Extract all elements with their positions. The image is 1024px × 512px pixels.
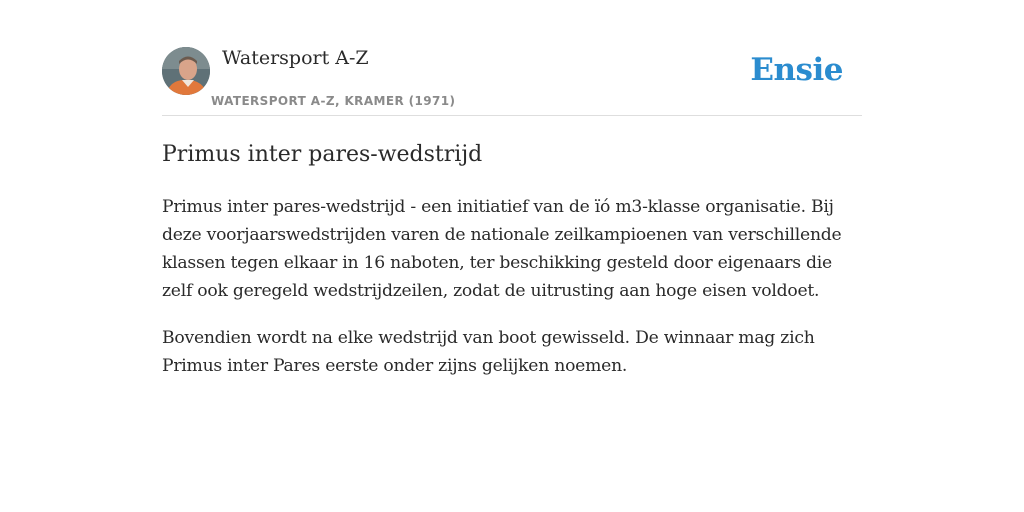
entry-title: Primus inter pares-wedstrijd [162,142,483,167]
entry-header [162,0,862,116]
entry-paragraph: Bovendien wordt na elke wedstrijd van boot gewisseld. De winnaar mag zich Primus inter Pares eerste onder zijns gelijken noemen. [162,328,815,376]
author-avatar[interactable] [162,47,210,95]
ensie-logo[interactable]: Ensie [750,52,843,88]
entry-paragraph: Primus inter pares-wedstrijd - een initiatief van de ïó m3-klasse organisatie. Bij deze voorjaarswedstrijden varen de nationale zeilkampioenen van verschillende klassen tegen elkaar in 16 naboten, ter beschikking gesteld door eigenaars die zelf ook geregeld wedstrijdzeilen, zodat de uitrusting aan hoge eisen voldoet. [162,197,842,301]
entry-body [162,193,862,399]
source-meta[interactable]: WATERSPORT A-Z, KRAMER (1971) [211,94,456,108]
avatar-photo-icon [162,47,210,95]
entry-card [162,0,862,512]
source-name[interactable]: Watersport A-Z [222,47,369,69]
